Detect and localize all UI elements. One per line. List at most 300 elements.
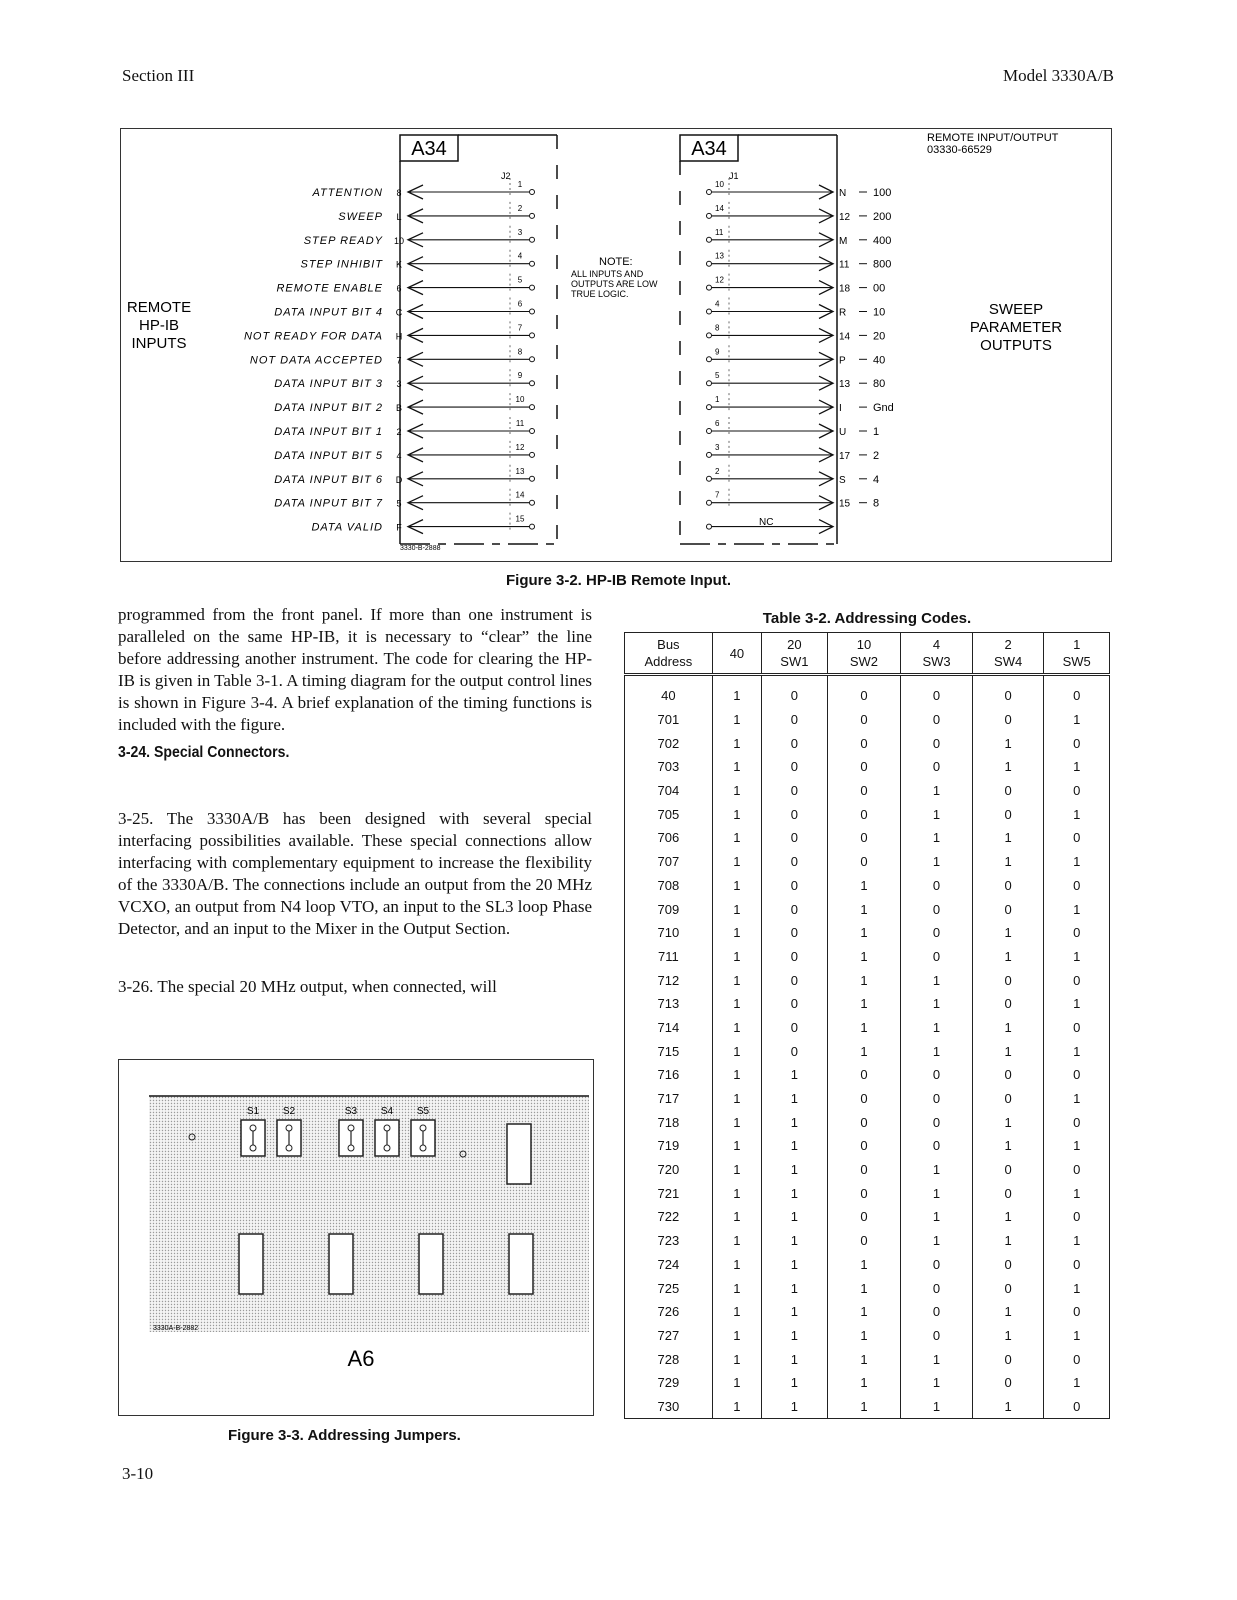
bus-address-cell: 721 [625,1181,713,1205]
left-group-label-2: HP-IB [138,317,180,334]
j2-pin: 14 [515,490,525,500]
switch-value-cell: 0 [827,1087,901,1111]
bus-address-cell: 713 [625,992,713,1016]
switch-value-cell: 1 [712,1371,761,1395]
bus-address-cell: 715 [625,1039,713,1063]
output-pin: I [839,403,842,415]
j1-pin: 7 [715,490,720,500]
output-line [707,465,880,486]
switch-value-cell: 1 [1044,1039,1110,1063]
table-row [625,921,1110,945]
output-terminal [707,452,712,457]
switch-value-cell: 1 [827,1276,901,1300]
switch-value-cell: 1 [1044,755,1110,779]
table-row [625,850,1110,874]
switch-value-cell: 1 [712,1110,761,1134]
switch-value-cell: 1 [827,1371,901,1395]
input-line [274,298,534,319]
table-row [625,1205,1110,1229]
switch-label: S3 [344,1106,358,1117]
switch-value-cell: 0 [901,708,973,732]
output-value: 800 [873,258,892,271]
header-sw1: 20 SW1 [762,633,828,675]
bus-address-cell: 724 [625,1253,713,1277]
switch-value-cell: 1 [712,675,761,708]
bus-address-cell: 706 [625,826,713,850]
switch-value-cell: 0 [972,1181,1044,1205]
switch-value-cell: 1 [712,1276,761,1300]
bus-address-cell: 712 [625,968,713,992]
switch-value-cell: 1 [712,802,761,826]
table-row [625,1016,1110,1040]
switch-value-cell: 0 [972,1087,1044,1111]
input-terminal [530,429,535,434]
input-signal-name: DATA INPUT BIT 7 [274,497,383,510]
switch-value-cell: 0 [762,968,828,992]
switch-value-cell: 1 [1044,1229,1110,1253]
bus-address-cell: 719 [625,1134,713,1158]
switch-value-cell: 0 [762,826,828,850]
switch-value-cell: 1 [712,1229,761,1253]
table-row [625,1181,1110,1205]
switch-value-cell: 1 [762,1134,828,1158]
table-row [625,1110,1110,1134]
header-bus-address: Bus Address [625,633,713,675]
input-line [311,513,534,534]
switch-value-cell: 1 [972,731,1044,755]
switch-value-cell: 1 [827,968,901,992]
bus-address-cell: 709 [625,897,713,921]
input-terminal [530,261,535,266]
output-value: 400 [873,234,892,247]
table-row [625,1158,1110,1182]
switch-value-cell: 1 [712,1300,761,1324]
output-pin: 11 [839,259,850,271]
switch-value-cell: 1 [1044,850,1110,874]
switch-value-cell: 1 [1044,1134,1110,1158]
paragraph-3-26: 3-26. The special 20 MHz output, when connected, will [118,977,497,996]
board-a34-left-label: A34 [411,138,447,160]
paragraph-3-25: 3-25. The 3330A/B has been designed with several special interfacing possibilities available. These special connections allow interfacing with complementary equipment to increase the flexibility of the 3330A/B. The connections include an output from the 20 MHz VCXO, an output from N4 loop VTO, an input to the SL3 loop Phase Detector, and an input to the Mixer in the Output Section. [118,809,592,938]
switch-value-cell: 1 [762,1181,828,1205]
input-line [274,465,534,486]
switch-value-cell: 0 [901,1253,973,1277]
switch-value-cell: 1 [901,1347,973,1371]
right-group-label-1: SWEEP [988,301,1044,318]
switch-value-cell: 1 [762,1347,828,1371]
switch-value-cell: 0 [762,1039,828,1063]
model-header: Model 3330A/B [1003,66,1114,85]
j1-pin: 12 [715,275,724,285]
switch-value-cell: 1 [901,1371,973,1395]
output-terminal [707,190,712,195]
switch-value-cell: 1 [1044,897,1110,921]
table-row [625,1347,1110,1371]
bus-address-cell: 727 [625,1324,713,1348]
input-terminal [530,524,535,529]
switch-value-cell: 1 [712,826,761,850]
output-line [707,321,886,342]
paragraph-programmed: programmed from the front panel. If more than one instrument is paralleled on the same HP-IB, it is necessary to “clear” the line before addressing another instrument. The code for clearing the HP-IB is given in Table 3-1. A timing diagram for the output control lines is shown in Figure 3-4. A brief explanation of the timing functions is included with the figure. [118,605,592,734]
switch-value-cell: 1 [827,1395,901,1419]
switch-value-cell: 1 [827,1016,901,1040]
switch-value-cell: 1 [712,1395,761,1419]
input-terminal [530,190,535,195]
output-terminal [707,333,712,338]
switch-value-cell: 0 [972,874,1044,898]
switch-value-cell: 0 [1044,1063,1110,1087]
input-pin: B [395,403,403,414]
note-line-3: TRUE LOGIC. [571,289,629,299]
switch-value-cell: 0 [1044,874,1110,898]
switch-value-cell: 1 [972,850,1044,874]
section-header: Section III [122,66,195,85]
switch-value-cell: 0 [827,1181,901,1205]
switch-value-cell: 0 [1044,968,1110,992]
input-signal-name: DATA INPUT BIT 2 [274,402,383,415]
switch-value-cell: 0 [1044,1205,1110,1229]
j1-pin: 4 [715,299,720,309]
input-pin: 7 [396,355,402,366]
switch-value-cell: 1 [972,945,1044,969]
output-line [707,202,892,223]
switch-value-cell: 1 [712,945,761,969]
assembly-name: REMOTE INPUT/OUTPUT [927,132,1059,144]
switch-value-cell: 1 [712,968,761,992]
switch-value-cell: 0 [901,1324,973,1348]
output-terminal [707,261,712,266]
input-pin: 5 [396,498,402,509]
output-value: 20 [873,330,886,343]
output-pin: 13 [839,379,851,391]
output-pin: 15 [839,498,851,510]
input-pin: D [395,474,403,485]
input-line [250,345,535,366]
output-value: 8 [873,497,880,510]
switch-value-cell: 1 [712,1181,761,1205]
input-pin: C [395,307,403,318]
input-terminal [530,333,535,338]
input-pin: F [396,522,402,533]
header-sw3: 4 SW3 [901,633,973,675]
switch-value-cell: 1 [901,1016,973,1040]
addressing-jumpers-drawing [119,1060,593,1415]
switch-value-cell: 1 [827,874,901,898]
switch-value-cell: 1 [1044,992,1110,1016]
switch-value-cell: 1 [712,921,761,945]
switch-value-cell: 1 [762,1395,828,1419]
input-signal-name: DATA VALID [311,521,383,534]
switch-value-cell: 0 [1044,921,1110,945]
table-row [625,1371,1110,1395]
switch-value-cell: 1 [901,1158,973,1182]
note-line-1: ALL INPUTS AND [571,269,644,279]
table-row [625,1039,1110,1063]
switch-value-cell: 1 [762,1063,828,1087]
j1-pin: 13 [715,251,724,261]
switch-value-cell: 0 [972,1158,1044,1182]
output-value: 200 [873,210,892,223]
output-terminal [707,285,712,290]
header-40: 40 [712,633,761,675]
j1-pin: 8 [715,323,720,333]
switch-value-cell: 1 [901,826,973,850]
figure-3-2-caption: Figure 3-2. HP-IB Remote Input. [505,572,731,589]
table-row [625,1087,1110,1111]
switch-value-cell: 1 [762,1229,828,1253]
a6-board-label: A6 [347,1346,375,1371]
switch-value-cell: 1 [1044,1087,1110,1111]
switch-value-cell: 1 [972,755,1044,779]
switch-value-cell: 1 [762,1300,828,1324]
switch-value-cell: 0 [1044,779,1110,803]
table-header-row [625,633,1110,675]
switch-label: S2 [282,1106,296,1117]
j1-pin: 2 [715,466,720,476]
j2-pin: 7 [517,323,523,333]
switch-value-cell: 0 [901,1063,973,1087]
input-line [274,369,534,390]
switch-value-cell: 0 [1044,1158,1110,1182]
header-sw4: 2 SW4 [972,633,1044,675]
input-pin: 4 [396,450,402,461]
switch-value-cell: 1 [972,1324,1044,1348]
input-terminal [530,309,535,314]
note-title: NOTE: [599,256,633,268]
switch-value-cell: 1 [972,826,1044,850]
input-line [304,226,535,247]
j2-pin: 9 [517,371,523,381]
switch-value-cell: 1 [712,1087,761,1111]
output-value: 80 [873,378,886,391]
switch-value-cell: 1 [1044,708,1110,732]
switch-value-cell: 0 [901,675,973,708]
j2-pin: 12 [515,442,525,452]
switch-value-cell: 1 [972,1016,1044,1040]
input-line [274,489,534,510]
switch-value-cell: 1 [762,1276,828,1300]
input-line [311,178,534,199]
input-signal-name: STEP INHIBIT [300,258,383,271]
switch-value-cell: 1 [712,1039,761,1063]
input-line [274,441,534,462]
output-terminal [707,357,712,362]
right-group-label-3: OUTPUTS [980,337,1052,354]
output-pin: P [839,355,846,367]
bus-address-cell: 725 [625,1276,713,1300]
output-terminal [707,476,712,481]
switch-value-cell: 0 [1044,1347,1110,1371]
j2-pin: 15 [515,514,525,524]
output-pin: 18 [839,283,851,295]
input-pin: 10 [393,235,405,246]
output-terminal [707,237,712,242]
switch-value-cell: 1 [712,1347,761,1371]
table-row [625,802,1110,826]
switch-value-cell: 1 [1044,802,1110,826]
switch-value-cell: 1 [712,755,761,779]
switch-value-cell: 0 [1044,675,1110,708]
output-line [707,441,880,462]
output-line [707,393,894,414]
switch-value-cell: 0 [901,731,973,755]
input-line [301,250,535,271]
switch-value-cell: 1 [972,1134,1044,1158]
input-pin: 8 [396,188,402,198]
switch-value-cell: 1 [827,945,901,969]
switch-value-cell: 1 [827,897,901,921]
bus-address-cell: 703 [625,755,713,779]
output-pin: S [839,474,846,486]
switch-value-cell: 1 [762,1158,828,1182]
table-row [625,1229,1110,1253]
switch-value-cell: 1 [901,1395,973,1419]
table-row [625,968,1110,992]
switch-value-cell: 1 [972,1039,1044,1063]
note-line-2: OUTPUTS ARE LOW [571,279,658,289]
switch-label: S4 [380,1106,394,1117]
table-row [625,992,1110,1016]
bus-address-cell: 729 [625,1371,713,1395]
switch-value-cell: 1 [762,1110,828,1134]
switch-value-cell: 0 [1044,1395,1110,1419]
switch-value-cell: 1 [712,1063,761,1087]
switch-value-cell: 1 [827,921,901,945]
bus-address-cell: 720 [625,1158,713,1182]
board-a34-right-label: A34 [691,138,727,160]
switch-value-cell: 0 [1044,1300,1110,1324]
switch-value-cell: 1 [901,1039,973,1063]
switch-value-cell: 0 [1044,1253,1110,1277]
j1-pin: 1 [715,395,720,405]
switch-value-cell: 0 [827,1063,901,1087]
switch-value-cell: 0 [901,1110,973,1134]
input-terminal [530,213,535,218]
switch-value-cell: 0 [827,1134,901,1158]
switch-value-cell: 0 [827,779,901,803]
switch-value-cell: 1 [1044,1324,1110,1348]
output-value: 00 [873,282,886,295]
switch-value-cell: 0 [827,1158,901,1182]
bus-address-cell: 707 [625,850,713,874]
switch-value-cell: 0 [901,897,973,921]
switch-value-cell: 1 [762,1087,828,1111]
j2-pin: 10 [515,395,525,405]
switch-value-cell: 1 [712,897,761,921]
switch-value-cell: 0 [827,731,901,755]
input-signal-name: DATA INPUT BIT 3 [274,378,383,391]
bus-address-cell: 714 [625,1016,713,1040]
input-line [244,321,535,342]
table-row [625,945,1110,969]
output-value: Gnd [873,402,894,415]
table-3-2-title: Table 3-2. Addressing Codes. [762,610,972,627]
output-terminal [707,500,712,505]
right-group-label-2: PARAMETER [969,319,1063,336]
table-row [625,1324,1110,1348]
table-row [625,1134,1110,1158]
input-terminal [530,452,535,457]
switch-value-cell: 0 [762,779,828,803]
output-pin: R [839,307,847,319]
switch-value-cell: 0 [1044,1110,1110,1134]
input-signal-name: NOT READY FOR DATA [243,330,383,343]
input-signal-name: NOT DATA ACCEPTED [249,354,383,367]
switch-value-cell: 1 [901,1229,973,1253]
switch-value-cell: 1 [972,1229,1044,1253]
switch-value-cell: 1 [901,1205,973,1229]
output-terminal [707,309,712,314]
j2-pin: 8 [517,347,523,357]
table-row [625,1395,1110,1419]
output-line [707,178,892,199]
output-value: 40 [873,354,886,367]
output-line [707,250,892,271]
input-pin: 2 [396,427,402,437]
input-pin: 6 [396,283,402,294]
switch-value-cell: 0 [827,850,901,874]
input-terminal [530,476,535,481]
output-pin: 17 [839,450,851,462]
switch-value-cell: 0 [1044,826,1110,850]
switch-value-cell: 1 [762,1371,828,1395]
switch-value-cell: 0 [762,921,828,945]
switch-value-cell: 0 [1044,1016,1110,1040]
output-line [707,298,886,319]
switch-value-cell: 0 [762,992,828,1016]
switch-value-cell: 1 [972,1205,1044,1229]
switch-value-cell: 0 [762,675,828,708]
switch-value-cell: 1 [712,874,761,898]
switch-value-cell: 1 [712,1134,761,1158]
switch-value-cell: 1 [901,850,973,874]
switch-value-cell: 1 [712,992,761,1016]
output-line [707,417,880,438]
header-sw2: 10 SW2 [827,633,901,675]
switch-value-cell: 0 [901,1087,973,1111]
page-number: 3-10 [122,1464,154,1483]
switch-value-cell: 1 [712,1158,761,1182]
table-row [625,874,1110,898]
figure-3-2-diagram [120,128,1112,562]
output-value: 4 [873,473,880,486]
switch-value-cell: 1 [827,1324,901,1348]
table-row [625,1063,1110,1087]
table-row [625,755,1110,779]
j2-pin: 3 [517,227,523,237]
switch-value-cell: 0 [972,1347,1044,1371]
switch-value-cell: 0 [827,755,901,779]
switch-value-cell: 1 [901,802,973,826]
switch-value-cell: 1 [712,731,761,755]
output-pin: M [839,235,848,247]
switch-value-cell: 0 [972,968,1044,992]
switch-value-cell: 0 [762,945,828,969]
bus-address-cell: 718 [625,1110,713,1134]
input-terminal [530,405,535,410]
switch-value-cell: 1 [901,992,973,1016]
switch-value-cell: 0 [901,1276,973,1300]
input-line [274,417,534,438]
j2-pin: 13 [515,466,525,476]
switch-value-cell: 0 [762,850,828,874]
j2-pin: 11 [515,419,525,428]
switch-value-cell: 1 [972,1110,1044,1134]
fig3-drawing-number: 3330A-B-2882 [153,1325,199,1332]
switch-label: S1 [246,1106,260,1117]
input-signal-name: REMOTE ENABLE [276,282,383,295]
j2-pin: 5 [517,275,523,285]
